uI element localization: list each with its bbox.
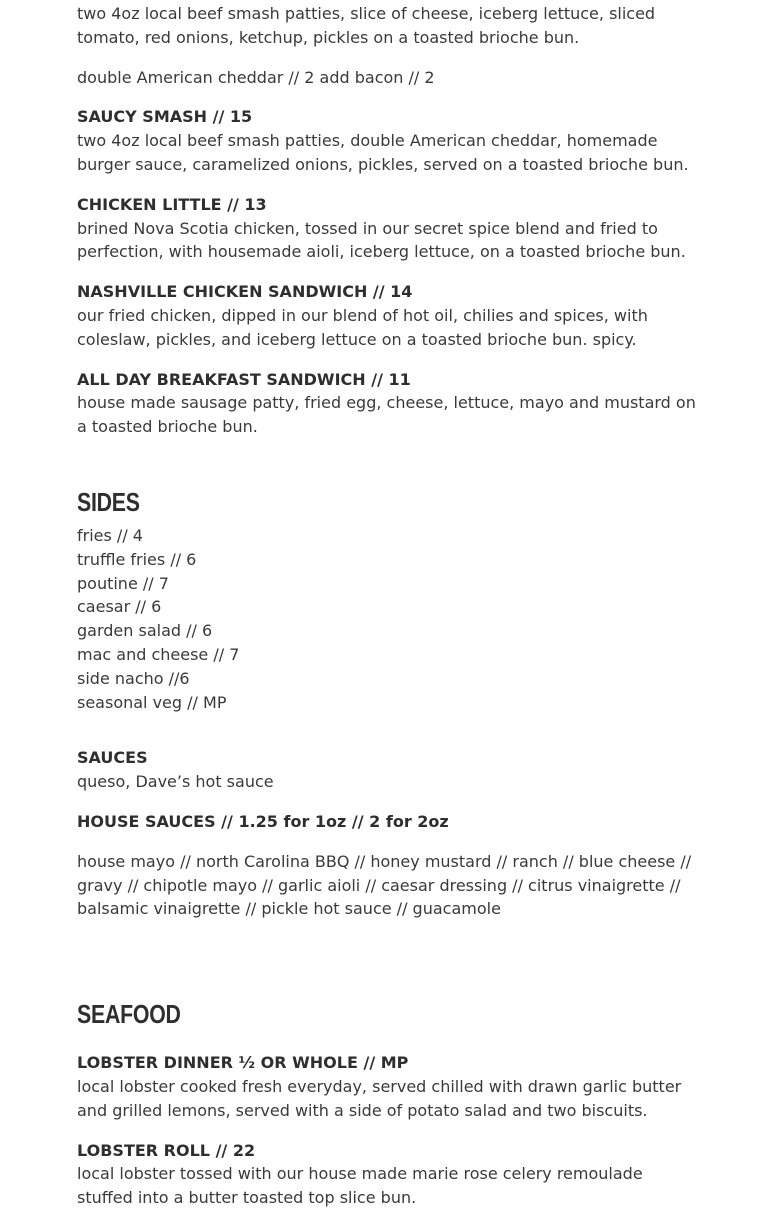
sauces-description: queso, Dave’s hot sauce xyxy=(77,772,274,792)
list-item: mac and cheese // 7 xyxy=(77,644,240,664)
list-item: side nacho //6 xyxy=(77,668,190,688)
item-desc-chicken-little: brined Nova Scotia chicken, tossed in our secret spice blend and fried to perfection, with housemade aioli, iceberg lettuce, on a toasted brioche bun. xyxy=(77,218,686,262)
sides-list xyxy=(77,524,697,714)
burger-description: two 4oz local beef smash patties, slice of cheese, iceberg lettuce, sliced tomato, red onions, ketchup, pickles on a toasted brioche bun. xyxy=(77,4,656,47)
item-desc-lobster-dinner: local lobster cooked fresh everyday, served chilled with drawn garlic butter and grilled lemons, served with a side of potato salad and two biscuits. xyxy=(77,1076,682,1120)
house-sauces-list: house mayo // north Carolina BBQ // honey mustard // ranch // blue cheese // gravy // chipotle mayo // garlic aioli // caesar dressing // citrus vinaigrette // balsamic vinaigrette // pickle hot sauce // guacamole xyxy=(77,851,692,919)
list-item: fries // 4 xyxy=(77,525,143,545)
list-item: poutine // 7 xyxy=(77,573,169,593)
item-desc-breakfast-sandwich: house made sausage patty, fried egg, cheese, lettuce, mayo and mustard on a toasted brioche bun. xyxy=(77,393,696,437)
sauces-title: SAUCES xyxy=(77,748,148,768)
item-title-chicken-little: CHICKEN LITTLE // 13 xyxy=(77,194,267,214)
list-item: garden salad // 6 xyxy=(77,621,213,641)
house-sauces-title: HOUSE SAUCES // 1.25 for 1oz // 2 for 2oz xyxy=(77,811,449,831)
section-heading-seafood: SEAFOOD xyxy=(77,999,181,1030)
item-desc-saucy-smash: two 4oz local beef smash patties, double American cheddar, homemade burger sauce, caramelized onions, pickles, served on a toasted brioche bun. xyxy=(77,131,689,174)
menu-content xyxy=(77,2,697,1226)
item-desc-lobster-roll: local lobster tossed with our house made marie rose celery remoulade stuffed into a butter toasted top slice bun. xyxy=(77,1164,643,1208)
item-title-breakfast-sandwich: ALL DAY BREAKFAST SANDWICH // 11 xyxy=(77,369,411,389)
item-title-saucy-smash: SAUCY SMASH // 15 xyxy=(77,107,253,127)
list-item: seasonal veg // MP xyxy=(77,692,227,712)
list-item: caesar // 6 xyxy=(77,597,162,617)
item-desc-nashville-chicken: our fried chicken, dipped in our blend of hot oil, chilies and spices, with coleslaw, pickles, and iceberg lettuce on a toasted brioche bun. spicy. xyxy=(77,305,648,349)
list-item: truffle fries // 6 xyxy=(77,549,197,569)
burger-addons: double American cheddar // 2 add bacon // 2 xyxy=(77,67,435,87)
item-title-nashville-chicken: NASHVILLE CHICKEN SANDWICH // 14 xyxy=(77,282,413,302)
item-title-lobster-dinner: LOBSTER DINNER ½ OR WHOLE // MP xyxy=(77,1053,409,1073)
item-title-lobster-roll: LOBSTER ROLL // 22 xyxy=(77,1140,256,1160)
section-heading-sides: SIDES xyxy=(77,486,140,517)
